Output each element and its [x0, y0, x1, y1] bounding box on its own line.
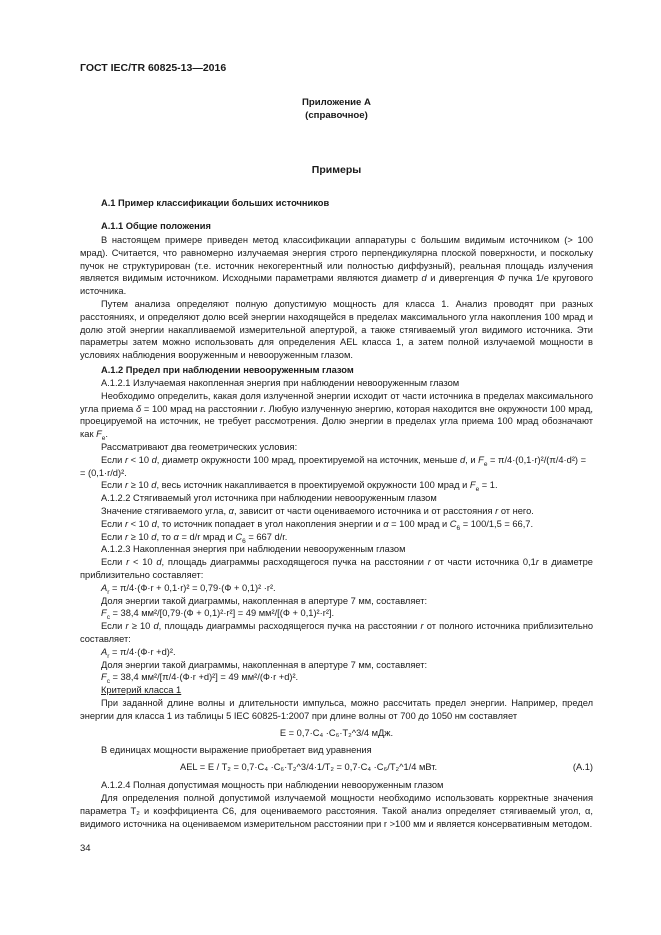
condition-2: Если r ≥ 10 d, весь источник накапливается в проектируемой окружности 100 мрад и $F_e = 1$. — [101, 480, 498, 494]
paragraph-power: В единицах мощности выражение приобретает вид уравнения — [101, 745, 372, 756]
formula-fraction-1: $F_c = 38,4$ мм²/[0,79·(Ф + 0,1)²·r²] = 49 мм²/[(Ф + 0,1)²·r²]. — [101, 608, 335, 622]
appendix-title: Приложение А — [302, 97, 371, 108]
paragraph-a122-3: Если r ≥ 10 d, то α = d/r мрад и $C_6 = 667$ d/r. — [101, 531, 288, 545]
section-title: Примеры — [311, 164, 362, 176]
paragraph-a123-3: Если r ≥ 10 d, площадь диаграммы расходящегося пучка на расстоянии r от полного источника приблизительно составляет: — [80, 621, 593, 644]
formula-fraction-2: $F_c = 38,4$ мм²/[π/4·(Ф·r +d)²] = 49 мм²/(Ф·r +d)². — [101, 672, 299, 686]
document-code: ГОСТ IEC/TR 60825-13—2016 — [80, 62, 227, 74]
page-number: 34 — [80, 843, 91, 854]
criterion-class1: Критерий класса 1 — [101, 685, 182, 696]
subsection-a122-title: А.1.2.2 Стягиваемый угол источника при наблюдении невооруженным глазом — [101, 493, 437, 504]
paragraph-a122-2: Если r < 10 d, то источник попадает в угол накопления энергии и α = 100 мрад и $C_6 = 100/1,5 = 66,7$. — [101, 518, 534, 532]
paragraph-a123-1: Если r < 10 d, площадь диаграммы расходящегося пучка на расстоянии r от части источника 0,1r в диаметре приблизительно составляет: — [80, 557, 593, 580]
paragraph-a124: Для определения полной допустимой излучаемой мощности необходимо использовать корректные значения параметра T₂ и коэффициента С6, для оцениваемого расстояния. Такой анализ определяет стягиваемый угол, α, видимого источника на оцениваемом измерительном расстоянии при r >100 мм и является консервативным методом. — [80, 792, 593, 829]
subsection-a124-title: А.1.2.4 Полная допустимая мощность при наблюдении невооруженным глазом — [101, 780, 444, 791]
subsection-a123-title: А.1.2.3 Накопленная энергия при наблюдении невооруженным глазом — [101, 544, 406, 555]
paragraph-a123-2: Доля энергии такой диаграммы, накопленная в апертуре 7 мм, составляет: — [101, 595, 428, 606]
equation-label: (А.1) — [572, 762, 593, 773]
paragraph-a123-4: Доля энергии такой диаграммы, накопленная в апертуре 7 мм, составляет: — [101, 659, 428, 670]
conditions-intro: Рассматривают два геометрических условия: — [101, 441, 298, 452]
heading-a12: А.1.2 Предел при наблюдении невооруженным глазом — [101, 365, 354, 375]
condition-1-cont: = (0,1·r/d)². — [80, 467, 127, 478]
formula-energy: E = 0,7·C₄ ·C₆·T₂^3/4 мДж. — [279, 727, 394, 738]
formula-ael: AEL = E / T₂ = 0,7·C₄ ·C₆·T₂^3/4·1/T₂ = 0,7·C₄ ·C₆/T₂^1/4 мВт. — [180, 762, 438, 773]
paragraph-criterion: При заданной длине волны и длительности импульса, можно рассчитать предел энергии. Например, предел энергии для класса 1 из таблицы 5 IEC 60825-1:2007 при длине волны от 700 до 1050 нм составляет — [80, 697, 593, 721]
heading-a11: А.1.1 Общие положения — [101, 221, 211, 231]
body-a11 — [80, 234, 593, 362]
formula-area-2: $A_r = \pi/4\cdot(Ф\cdot r +d)^2$. — [101, 646, 176, 660]
formula-area-1: $A_r = \pi/4\cdot(Ф\cdot r + 0,1\cdot r)^2 = 0,79\cdot(Ф + 0,1)^2 \cdot r^2$. — [101, 582, 276, 596]
body-a12 — [80, 377, 593, 830]
condition-1: Если r < 10 d, диаметр окружности 100 мрад, проектируемой на источник, меньше d, и $F_e = \pi/4\cdot(0,1\cdot r)^2/(\pi/4\cdot d^2)$ = — [101, 454, 587, 468]
paragraph-a122-1: Значение стягиваемого угла, α, зависит от части оцениваемого источника и от расстояния r от него. — [101, 505, 534, 516]
paragraph-a121: Необходимо определить, какая доля излученной энергии исходит от части источника в пределах максимального угла приема δ = 100 мрад на расстоянии r. Любую излученную энергию, которая находится вне окружности 100 мрад, проецируемой на источник, не требует рассмотрения. Долю энергии в пределах угла приема 100 мрад обозначают как $F_e$. — [80, 390, 593, 443]
subsection-a121-title: А.1.2.1 Излучаемая накопленная энергия при наблюдении невооруженным глазом — [101, 378, 460, 388]
heading-a1: А.1 Пример классификации больших источников — [101, 198, 330, 208]
formula-ael-row — [80, 761, 593, 774]
appendix-subtitle: (справочное) — [305, 110, 368, 121]
paragraph-analysis: Путем анализа определяют полную допустимую мощность для класса 1. Анализ проводят при разных расстояниях, и определяют долю всей энергии находящейся в пределах максимального угла накопления 100 мрад и долю этой энергии накапливаемой измерительной апертурой, а также стягиваемый угол видимого источника. Эти параметры затем можно использовать для определения AEL класса 1, а затем полной излучаемой мощности в условиях наблюдения вооруженным и невооруженным глазом. — [80, 298, 593, 361]
paragraph-intro: В настоящем примере приведен метод классификации аппаратуры с большим видимым источником (> 100 мрад). Считается, что равномерно излучаемая энергия строго перпендикулярна плоской поверхности, и поскольку пучок не структурирован (т.е. источник некогерентный или полностью диффузный), реальная площадь излучения является видимым источником. Исходными параметрами являются диаметр d и дивергенция Ф пучка 1/е кругового источника. — [80, 235, 593, 297]
